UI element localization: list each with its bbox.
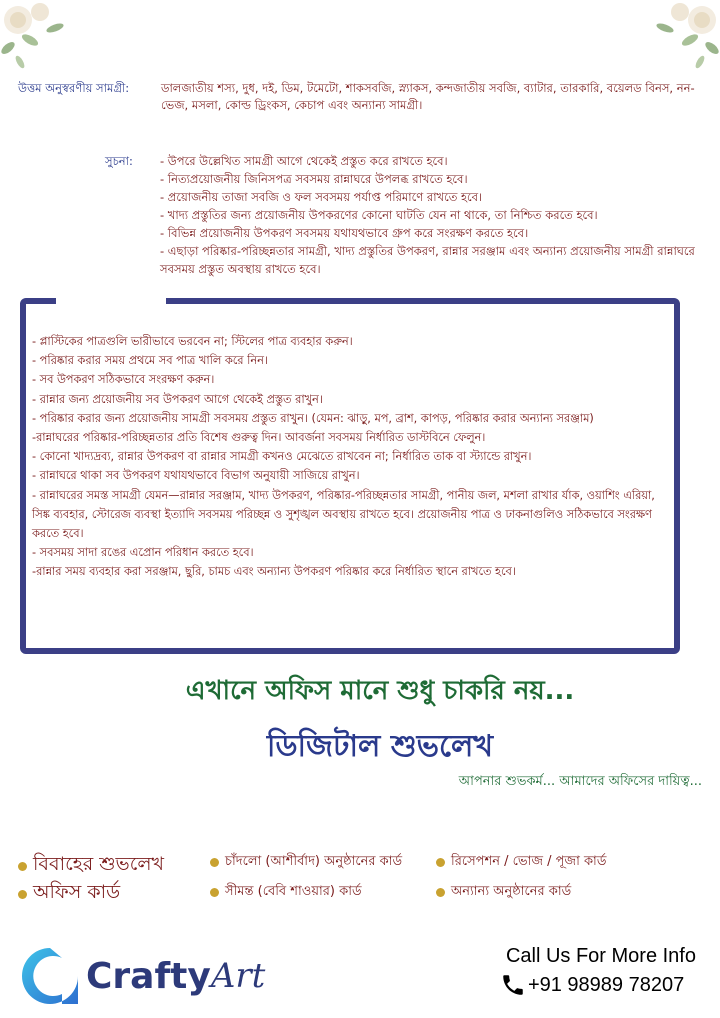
rule-item: -রান্নার সময় ব্যবহার করা সরঞ্জাম, ছুরি, চামচ এবং অন্যান্য উপকরণ পরিষ্কার করে নির্ধারিত স্থানে রাখতে হবে। xyxy=(32,565,516,579)
brand-name-part1: Crafty xyxy=(86,955,211,997)
rule-item: - সবসময় সাদা রঙের এপ্রোন পরিধান করতে হবে। xyxy=(32,546,254,560)
service-office xyxy=(18,878,120,910)
rules-section xyxy=(32,332,664,582)
bullet-dot-icon xyxy=(18,862,27,871)
rule-item: - পরিষ্কার করার সময় প্রথমে সব পাত্র খালি করে নিন। xyxy=(32,354,268,368)
phone-icon xyxy=(500,972,526,998)
floral-corner-right-icon xyxy=(640,0,720,80)
brand-name-part2: Art xyxy=(210,956,266,996)
notice-item: - নিত্যপ্রয়োজনীয় জিনিসপত্র সবসময় রান্নাঘরে উপলব্ধ রাখতে হবে। xyxy=(160,172,468,186)
rule-item: - প্লাস্টিকের পাত্রগুলি ভারীভাবে ভরবেন না; স্টিলের পাত্র ব্যবহার করুন। xyxy=(32,335,353,348)
notice-list xyxy=(160,152,705,278)
contact-cta: Call Us For More Info xyxy=(505,945,696,967)
bullet-dot-icon xyxy=(210,858,219,867)
ingredients-section xyxy=(18,80,708,114)
crafty-art-logo-icon xyxy=(18,944,82,1008)
rule-item: - পরিষ্কার করার জন্য প্রয়োজনীয় সামগ্রী সবসময় প্রস্তুত রাখুন। (যেমন: ঝাড়ু, মপ, ব্রাশ, কাপড়, পরিষ্কার করার অন্যান্য সরঞ্জাম) xyxy=(32,411,594,425)
contact-phone[interactable] xyxy=(500,972,696,998)
rule-item: - রান্নাঘরে থাকা সব উপকরণ যথাযথভাবে বিভাগ অনুযায়ী সাজিয়ে রাখুন। xyxy=(32,469,360,483)
rule-item: -রান্নাঘরের পরিষ্কার-পরিচ্ছন্নতার প্রতি বিশেষ গুরুত্ব দিন। আবর্জনা সবসময় নির্ধারিত ডাস্টবিনে ফেলুন। xyxy=(32,431,486,445)
contact-block xyxy=(500,945,696,998)
service-label: রিসেপশন / ভোজ / পূজা কার্ড xyxy=(451,854,607,869)
notice-item: - বিভিন্ন প্রয়োজনীয় উপকরণ সবসময় যথাযথভাবে গ্রুপ করে সংরক্ষণ করতে হবে। xyxy=(160,226,529,240)
notice-section xyxy=(105,152,705,278)
service-chandolo xyxy=(210,852,402,873)
service-label: চাঁদলো (আশীর্বাদ) অনুষ্ঠানের কার্ড xyxy=(225,854,403,869)
bullet-dot-icon xyxy=(436,888,445,897)
service-simanto xyxy=(210,882,362,903)
service-label: বিবাহের শুভলেখ xyxy=(33,853,164,875)
service-reception xyxy=(436,852,606,873)
services-section xyxy=(18,848,708,908)
bullet-dot-icon xyxy=(436,858,445,867)
tagline: আপনার শুভকর্ম... আমাদের অফিসের দায়িত্ব... xyxy=(458,774,702,789)
rule-item: - রান্নার জন্য প্রয়োজনীয় সব উপকরণ আগে থেকেই প্রস্তুত রাখুন। xyxy=(32,392,323,406)
notice-label: সুচনা: xyxy=(105,154,133,168)
notice-item: - উপরে উল্লেখিত সামগ্রী আগে থেকেই প্রস্তুত করে রাখতে হবে। xyxy=(160,154,448,168)
rule-item: - রান্নাঘরের সমস্ত সামগ্রী যেমন—রান্নার সরঞ্জাম, খাদ্য উপকরণ, পরিষ্কার-পরিচ্ছন্নতার সামগ্রী, পানীয় জল, মশলা রাখার র্যাক, ওয়াশিং এরিয়া, সিঙ্ক ব্যবহার, স্টোরেজ ব্যবস্থা ইত্যাদি সবসময় পরিচ্ছন্ন ও সুশৃঙ্খল অবস্থায় রাখতে হবে। প্রয়োজনীয় পাত্র ও ঢাকনাগুলিও সঠিকভাবে সংরক্ষণ করতে হবে। xyxy=(32,488,655,541)
phone-number: +91 98989 78207 xyxy=(527,973,685,996)
service-label: সীমন্ত (বেবি শাওয়ার) কার্ড xyxy=(225,884,362,899)
bullet-dot-icon xyxy=(210,888,219,897)
service-label: অফিস কার্ড xyxy=(33,881,121,903)
ingredients-text: ডালজাতীয় শস্য, দুধ, দই, ডিম, টমেটো, শাকসবজি, স্ন্যাকস, কন্দজাতীয় সবজি, ব্যাটার, তারকারি, বয়েলড বিনস, নন-ভেজ, মসলা, কোল্ড ড্রিংকস, কেচাপ এবং অন্যান্য সামগ্রী। xyxy=(161,81,695,112)
floral-corner-left-icon xyxy=(0,0,80,80)
slogan-line2: ডিজিটাল শুভলেখ xyxy=(266,729,494,764)
notice-item: - খাদ্য প্রস্তুতির জন্য প্রয়োজনীয় উপকরণের কোনো ঘাটতি যেন না থাকে, তা নিশ্চিত করতে হবে। xyxy=(160,208,598,222)
rule-item: - কোনো খাদ্যদ্রব্য, রান্নার উপকরণ বা রান্নার সামগ্রী কখনও মেঝেতে রাখবেন না; নির্ধারিত তাক বা স্ট্যান্ডে রাখুন। xyxy=(32,450,532,464)
slogan-line1: এখানে অফিস মানে শুধু চাকরি নয়... xyxy=(185,676,575,706)
rules-list xyxy=(32,332,664,582)
notice-item: - প্রয়োজনীয় তাজা সবজি ও ফল সবসময় পর্যাপ্ত পরিমাণে রাখতে হবে। xyxy=(160,190,483,204)
brand-logo xyxy=(18,944,265,1008)
service-label: অন্যান্য অনুষ্ঠানের কার্ড xyxy=(451,884,572,899)
service-other xyxy=(436,882,571,903)
notice-item: - এছাড়া পরিষ্কার-পরিচ্ছন্নতার সামগ্রী, খাদ্য প্রস্তুতির উপকরণ, রান্নার সরঞ্জাম এবং অন্যান্য প্রয়োজনীয় সামগ্রী রান্নাঘরে সবসময় প্রস্তুত অবস্থায় রাখতে হবে। xyxy=(160,244,695,276)
ingredients-label: উত্তম অনুস্বরণীয় সামগ্রী: xyxy=(18,81,130,95)
rule-item: - সব উপকরণ সঠিকভাবে সংরক্ষণ করুন। xyxy=(32,373,215,387)
bullet-dot-icon xyxy=(18,890,27,899)
